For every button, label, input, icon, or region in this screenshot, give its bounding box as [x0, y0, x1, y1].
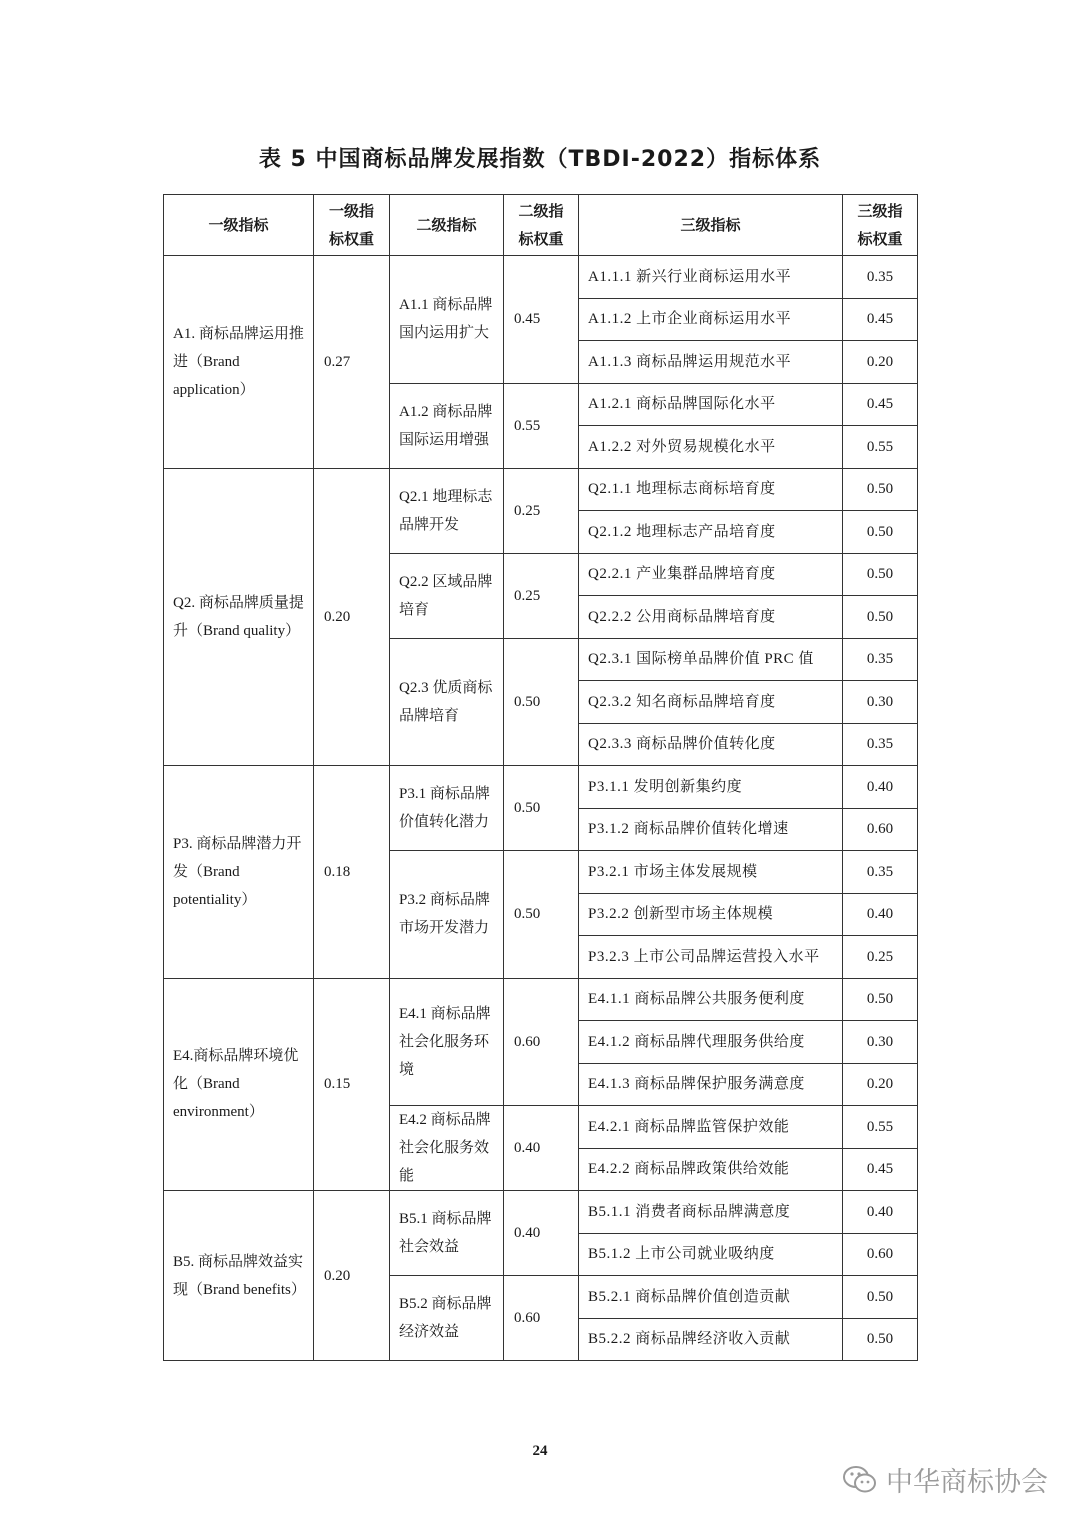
- level3-weight: 0.50: [843, 1318, 918, 1361]
- header-level3-weight: 三级指标权重: [843, 195, 918, 256]
- level3-indicator: Q2.2.2 公用商标品牌培育度: [579, 596, 843, 639]
- level3-indicator: P3.1.1 发明创新集约度: [579, 766, 843, 809]
- level3-weight: 0.35: [843, 256, 918, 299]
- level2-weight: 0.45: [504, 256, 579, 384]
- level2-indicator: A1.2 商标品牌国际运用增强: [390, 383, 504, 468]
- level3-weight: 0.45: [843, 1148, 918, 1191]
- table-header-row: [164, 195, 918, 256]
- level2-weight: 0.50: [504, 851, 579, 979]
- level2-indicator: A1.1 商标品牌国内运用扩大: [390, 256, 504, 384]
- level2-weight: 0.40: [504, 1191, 579, 1276]
- level3-weight: 0.20: [843, 341, 918, 384]
- level3-weight: 0.40: [843, 893, 918, 936]
- level2-indicator: E4.1 商标品牌社会化服务环境: [390, 978, 504, 1106]
- level3-indicator: B5.2.2 商标品牌经济收入贡献: [579, 1318, 843, 1361]
- level3-weight: 0.30: [843, 1021, 918, 1064]
- level3-indicator: Q2.3.1 国际榜单品牌价值 PRC 值: [579, 638, 843, 681]
- table-row: [164, 468, 918, 511]
- wechat-icon: [842, 1465, 878, 1495]
- level2-indicator: Q2.3 优质商标品牌培育: [390, 638, 504, 766]
- level3-indicator: A1.2.1 商标品牌国际化水平: [579, 383, 843, 426]
- level2-weight: 0.60: [504, 1276, 579, 1361]
- level3-weight: 0.50: [843, 468, 918, 511]
- level3-weight: 0.50: [843, 978, 918, 1021]
- table-title: 表 5 中国商标品牌发展指数（TBDI-2022）指标体系: [258, 147, 822, 172]
- level3-weight: 0.40: [843, 766, 918, 809]
- level1-indicator: B5. 商标品牌效益实现（Brand benefits）: [164, 1191, 314, 1361]
- level3-weight: 0.35: [843, 851, 918, 894]
- level3-weight: 0.50: [843, 596, 918, 639]
- level3-weight: 0.50: [843, 553, 918, 596]
- level1-indicator: A1. 商标品牌运用推进（Brand application）: [164, 256, 314, 469]
- level2-indicator: P3.2 商标品牌市场开发潜力: [390, 851, 504, 979]
- header-level3: 三级指标: [579, 195, 843, 256]
- level1-weight: 0.20: [314, 1191, 390, 1361]
- level2-weight: 0.25: [504, 553, 579, 638]
- level3-weight: 0.40: [843, 1191, 918, 1234]
- level3-indicator: A1.2.2 对外贸易规模化水平: [579, 426, 843, 469]
- level1-indicator: P3. 商标品牌潜力开发（Brand potentiality）: [164, 766, 314, 979]
- level2-indicator: Q2.1 地理标志品牌开发: [390, 468, 504, 553]
- level2-indicator: P3.1 商标品牌价值转化潜力: [390, 766, 504, 851]
- level3-indicator: Q2.2.1 产业集群品牌培育度: [579, 553, 843, 596]
- level3-indicator: B5.1.1 消费者商标品牌满意度: [579, 1191, 843, 1234]
- level2-weight: 0.40: [504, 1106, 579, 1191]
- level3-weight: 0.35: [843, 638, 918, 681]
- level3-indicator: B5.1.2 上市公司就业吸纳度: [579, 1233, 843, 1276]
- level3-weight: 0.30: [843, 681, 918, 724]
- level2-indicator: B5.2 商标品牌经济效益: [390, 1276, 504, 1361]
- level3-weight: 0.55: [843, 426, 918, 469]
- level3-indicator: A1.1.2 上市企业商标运用水平: [579, 298, 843, 341]
- level3-indicator: E4.1.2 商标品牌代理服务供给度: [579, 1021, 843, 1064]
- table-row: [164, 766, 918, 809]
- level3-indicator: P3.2.2 创新型市场主体规模: [579, 893, 843, 936]
- watermark: [842, 1460, 1048, 1499]
- level2-weight: 0.50: [504, 638, 579, 766]
- page-number: 24: [532, 1443, 548, 1459]
- level3-indicator: A1.1.3 商标品牌运用规范水平: [579, 341, 843, 384]
- level1-indicator: Q2. 商标品牌质量提升（Brand quality）: [164, 468, 314, 766]
- level1-weight: 0.20: [314, 468, 390, 766]
- level3-weight: 0.50: [843, 1276, 918, 1319]
- level3-indicator: E4.2.2 商标品牌政策供给效能: [579, 1148, 843, 1191]
- table-row: [164, 256, 918, 299]
- level3-weight: 0.60: [843, 1233, 918, 1276]
- level3-weight: 0.45: [843, 383, 918, 426]
- level3-weight: 0.60: [843, 808, 918, 851]
- watermark-text: 中华商标协会: [886, 1467, 1048, 1498]
- level3-weight: 0.35: [843, 723, 918, 766]
- level3-weight: 0.45: [843, 298, 918, 341]
- level3-indicator: Q2.3.3 商标品牌价值转化度: [579, 723, 843, 766]
- level3-indicator: P3.2.1 市场主体发展规模: [579, 851, 843, 894]
- level3-weight: 0.55: [843, 1106, 918, 1149]
- level3-indicator: Q2.3.2 知名商标品牌培育度: [579, 681, 843, 724]
- header-level1: 一级指标: [164, 195, 314, 256]
- level3-indicator: A1.1.1 新兴行业商标运用水平: [579, 256, 843, 299]
- level3-indicator: P3.1.2 商标品牌价值转化增速: [579, 808, 843, 851]
- header-level1-weight: 一级指标权重: [314, 195, 390, 256]
- level1-weight: 0.27: [314, 256, 390, 469]
- level3-weight: 0.50: [843, 511, 918, 554]
- level3-indicator: B5.2.1 商标品牌价值创造贡献: [579, 1276, 843, 1319]
- table-row: [164, 1191, 918, 1234]
- level3-weight: 0.20: [843, 1063, 918, 1106]
- header-level2-weight: 二级指标权重: [504, 195, 579, 256]
- level2-weight: 0.55: [504, 383, 579, 468]
- level3-indicator: Q2.1.2 地理标志产品培育度: [579, 511, 843, 554]
- level2-weight: 0.50: [504, 766, 579, 851]
- level1-weight: 0.18: [314, 766, 390, 979]
- level2-indicator: Q2.2 区域品牌培育: [390, 553, 504, 638]
- level3-indicator: Q2.1.1 地理标志商标培育度: [579, 468, 843, 511]
- level3-indicator: E4.1.1 商标品牌公共服务便利度: [579, 978, 843, 1021]
- level1-indicator: E4.商标品牌环境优化（Brand environment）: [164, 978, 314, 1191]
- table-body: [164, 256, 918, 1361]
- header-level2: 二级指标: [390, 195, 504, 256]
- level2-indicator: B5.1 商标品牌社会效益: [390, 1191, 504, 1276]
- table-row: [164, 978, 918, 1021]
- level3-indicator: P3.2.3 上市公司品牌运营投入水平: [579, 936, 843, 979]
- level3-weight: 0.25: [843, 936, 918, 979]
- level1-weight: 0.15: [314, 978, 390, 1191]
- level2-weight: 0.25: [504, 468, 579, 553]
- level3-indicator: E4.2.1 商标品牌监管保护效能: [579, 1106, 843, 1149]
- level2-weight: 0.60: [504, 978, 579, 1106]
- level2-indicator: E4.2 商标品牌社会化服务效能: [390, 1106, 504, 1191]
- level3-indicator: E4.1.3 商标品牌保护服务满意度: [579, 1063, 843, 1106]
- index-system-table: [163, 194, 918, 1361]
